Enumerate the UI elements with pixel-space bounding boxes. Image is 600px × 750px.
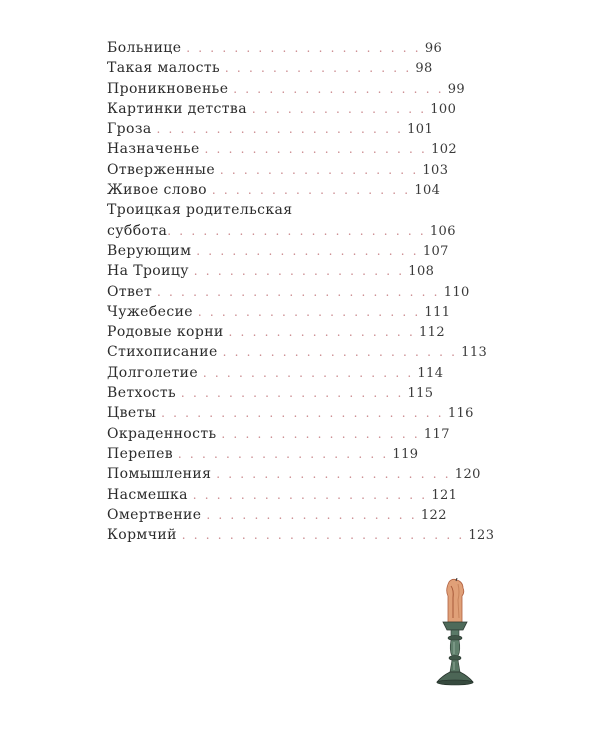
leader-dots: . . . . . . . . . . . . . . . . . . . . [192,487,428,502]
leader-dots: . . . . . . . . . . . . . . . . . . [177,446,389,461]
toc-entry [107,403,474,423]
toc-entry [107,342,488,362]
toc-entry-page: 108 [408,264,435,280]
toc-entry-page: 121 [431,487,458,503]
toc-entry-page: 117 [423,426,450,442]
leader-dots: . . . . . . . . . . . . . . . . [224,61,412,76]
leader-dots: . . . . . . . . . . . . . . . . . . [233,81,444,96]
toc-entry-title: На Троицу [107,263,189,280]
toc-entry-title: Чужебесие [107,303,193,320]
toc-entry [107,119,434,139]
toc-entry-title: Проникновенье [107,80,229,97]
toc-entry-title: Долголетие [107,364,199,381]
leader-dots: . . . . . . . . . . . . . . . . . . . . [222,345,458,360]
toc-entry [107,38,443,58]
toc-entry-page: 111 [424,304,451,320]
leader-dots: . . . . . . . . . . . . . . . . . . . . . . . . [161,406,444,421]
leader-dots: . . . . . . . . . . . . . . . . . . [202,365,414,380]
toc-entry-title: Перепев [107,445,174,462]
candlestick-icon [432,578,478,688]
toc-entry [107,261,435,281]
toc-entry [107,79,466,99]
toc-entry [107,139,458,159]
toc-entry [107,322,445,342]
toc-entry [107,302,451,322]
leader-dots: . . . . . . . . . . . . . . . . . . . . . . . . [157,284,440,299]
toc-entry [107,58,433,78]
toc-entry-title: Цветы [107,405,157,422]
leader-dots: . . . . . . . . . . . . . . . . . [219,162,419,177]
toc-entry-title: Насмешка [107,486,188,503]
toc-entry-page: 114 [417,365,444,381]
toc-entry [107,282,470,302]
toc-entry-page: 106 [429,223,456,239]
toc-entry [107,363,444,383]
toc-entry-title: Родовые корни [107,324,224,341]
toc-entry-title: Гроза [107,121,152,138]
toc-entry-title: Кормчий [107,527,177,544]
toc-entry-title: Окраденность [107,425,217,442]
toc-entry-page: 99 [447,81,466,97]
toc-entry-title: Троицкая родительская [107,202,293,219]
toc-entry [107,180,441,200]
toc-entry-page: 104 [414,183,441,199]
toc-entry-page: 119 [392,446,419,462]
toc-entry [107,424,450,444]
toc-entry-title: Ветхость [107,385,177,402]
toc-entry-page: 98 [415,61,433,77]
leader-dots: . . . . . . . . . . . . . . . . . . . . . [156,122,404,137]
toc-entry-page: 116 [447,406,474,422]
toc-entry [107,99,457,119]
leader-dots: . . . . . . . . . . . . . . . . . . . [197,304,421,319]
toc-entry [107,525,495,545]
toc-entry-page: 110 [443,284,470,300]
leader-dots: . . . . . . . . . . . . . . . . . . [206,507,417,522]
toc-entry-page: 103 [422,162,449,178]
toc-entry-page: 122 [420,507,447,523]
toc-entry [107,200,456,241]
leader-dots: . . . . . . . . . . . . . . . . . . . . [216,467,451,482]
leader-dots: . . . . . . . . . . . . . . . . . . . [196,243,419,258]
leader-dots: . . . . . . . . . . . . . . . . . . . [204,142,428,157]
toc-entry [107,444,419,464]
toc-entry-page: 102 [431,142,458,158]
toc-entry-title: Стихописание [107,344,218,361]
table-of-contents [107,38,495,545]
leader-dots: . . . . . . . . . . . . . . . . . . . [180,386,404,401]
leader-dots: . . . . . . . . . . . . . . . . . . . . . . [167,223,426,238]
toc-entry [107,241,449,261]
leader-dots: . . . . . . . . . . . . . . . . . . . . . . . . [181,528,465,543]
leader-dots: . . . . . . . . . . . . . . . . . [211,183,411,198]
toc-entry-title: Назначенье [107,141,200,158]
toc-entry-page: 113 [461,345,488,361]
toc-entry-page: 123 [468,528,495,544]
toc-entry [107,464,481,484]
toc-entry-title: Ответ [107,283,153,300]
toc-entry-page: 101 [407,122,434,138]
toc-entry [107,505,447,525]
toc-entry [107,160,449,180]
toc-entry-title: Картинки детства [107,100,247,117]
toc-entry-title-continued: суббота [107,222,168,239]
leader-dots: . . . . . . . . . . . . . . . [251,101,427,116]
leader-dots: . . . . . . . . . . . . . . . . . . [193,264,405,279]
toc-entry-title: Верующим [107,242,192,259]
leader-dots: . . . . . . . . . . . . . . . . . [221,426,420,441]
leader-dots: . . . . . . . . . . . . . . . . [228,325,415,340]
toc-entry-title: Отверженные [107,161,216,178]
toc-entry-title: Омертвение [107,506,202,523]
toc-entry-page: 107 [422,243,449,259]
toc-entry-page: 100 [430,101,457,117]
toc-entry-title: Помышления [107,466,212,483]
toc-entry-title: Такая малость [107,60,221,77]
toc-entry-page: 115 [407,386,434,402]
toc-entry [107,383,434,403]
toc-entry-page: 112 [418,325,445,341]
toc-entry [107,485,458,505]
leader-dots: . . . . . . . . . . . . . . . . . . . . [186,41,421,55]
toc-entry-title: Больнице [107,40,182,56]
toc-entry-page: 96 [424,41,443,56]
toc-entry-page: 120 [454,467,481,483]
toc-entry-title: Живое слово [107,182,207,199]
